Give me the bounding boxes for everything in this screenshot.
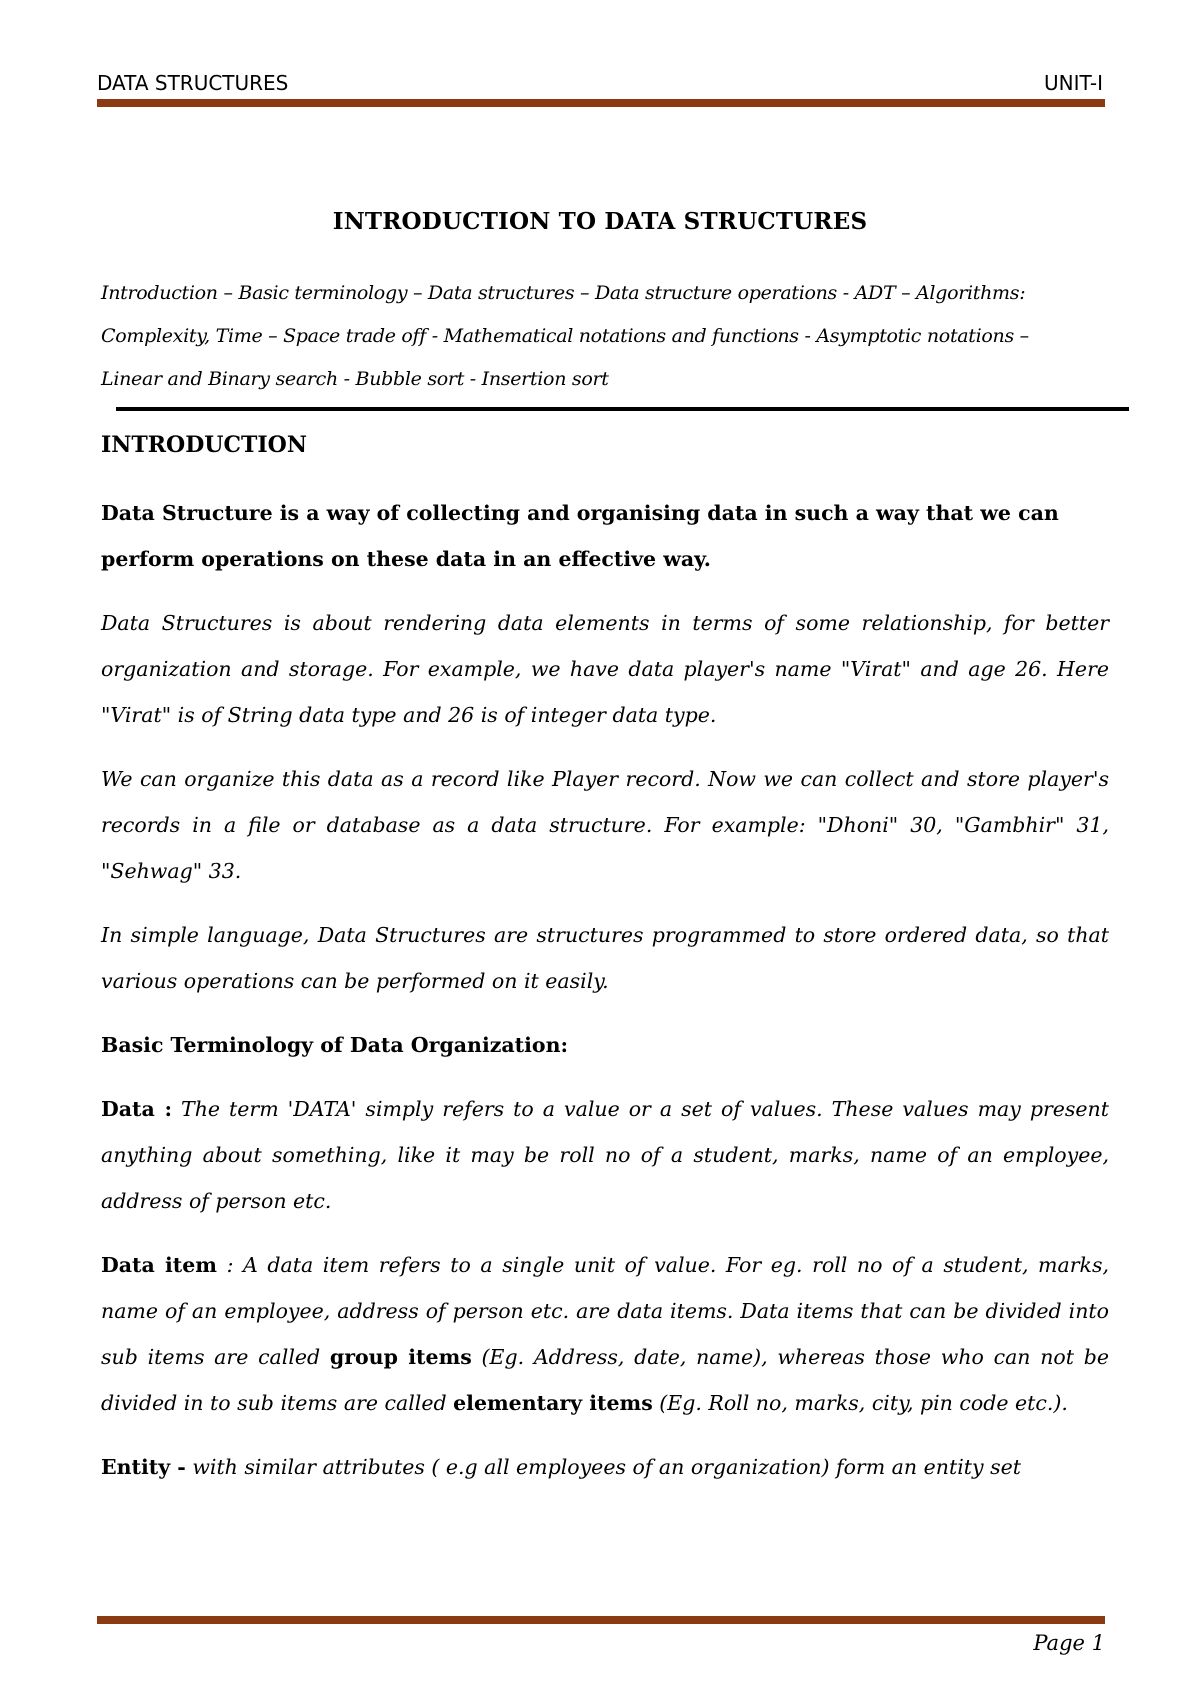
- paragraph: Data Structures is about rendering data elements in terms of some relationship, for better organization and storage. For example, we have data player's name "Virat" and age 26. Here "Virat" is of String data type and 26 is of integer data type.: [101, 611, 1109, 727]
- paragraph: In simple language, Data Structures are structures programmed to store ordered data, so that various operations can be performed on it easily.: [101, 923, 1109, 993]
- term-entity: [101, 1444, 1109, 1490]
- paragraph: We can organize this data as a record like Player record. Now we can collect and store player's records in a file or database as a data structure. For example: "Dhoni" 30, "Gambhir" 31, "Sehwag" 33.: [101, 767, 1109, 883]
- term-definition: with similar attributes ( e.g all employees of an organization) form an entity set: [185, 1455, 1021, 1479]
- section-heading: INTRODUCTION: [101, 432, 307, 458]
- section-divider: [116, 407, 1129, 411]
- topics-line: Introduction – Basic terminology – Data structures – Data structure operations - ADT – Algorithms:: [101, 282, 1026, 304]
- subheading: Basic Terminology of Data Organization:: [101, 1033, 569, 1057]
- term-definition: : A data item refers to a single unit of value. For eg. roll no of a student, marks, name of an employee, address of person etc. are data items. Data items that can be divided into sub items are called: [101, 1253, 1109, 1369]
- header-unit: UNIT-I: [1044, 71, 1103, 95]
- term-definition: The term 'DATA' simply refers to a value or a set of values. These values may present anything about something, like it may be roll no of a student, marks, name of an employee, address of person etc.: [101, 1097, 1109, 1213]
- term-emphasis: group items: [329, 1345, 472, 1369]
- term-label: Data item: [101, 1253, 217, 1277]
- term-label: Data :: [101, 1097, 173, 1121]
- term-definition: (Eg. Address, date, name), whereas those who can not be divided in to sub items are called: [101, 1345, 1109, 1415]
- page-number: Page 1: [1033, 1631, 1105, 1655]
- header-rule: [97, 99, 1105, 107]
- term-data-item: [101, 1242, 1109, 1426]
- term-emphasis: elementary items: [453, 1391, 653, 1415]
- topics-line: Complexity, Time – Space trade off - Mathematical notations and functions - Asymptotic notations –: [101, 325, 1029, 347]
- term-definition: (Eg. Roll no, marks, city, pin code etc.).: [652, 1391, 1068, 1415]
- document-title: INTRODUCTION TO DATA STRUCTURES: [332, 208, 868, 235]
- topics-line: Linear and Binary search - Bubble sort - Insertion sort: [101, 368, 609, 390]
- main-content: [101, 430, 1109, 1508]
- header-subject: DATA STRUCTURES: [97, 71, 289, 95]
- term-data: [101, 1086, 1109, 1224]
- footer-rule: [97, 1616, 1105, 1624]
- page-header: [97, 70, 1103, 96]
- term-label: Entity -: [101, 1455, 186, 1479]
- topics-summary: [101, 272, 1111, 401]
- definition-lead: Data Structure is a way of collecting and organising data in such a way that we can perform operations on these data in an effective way.: [101, 501, 1059, 571]
